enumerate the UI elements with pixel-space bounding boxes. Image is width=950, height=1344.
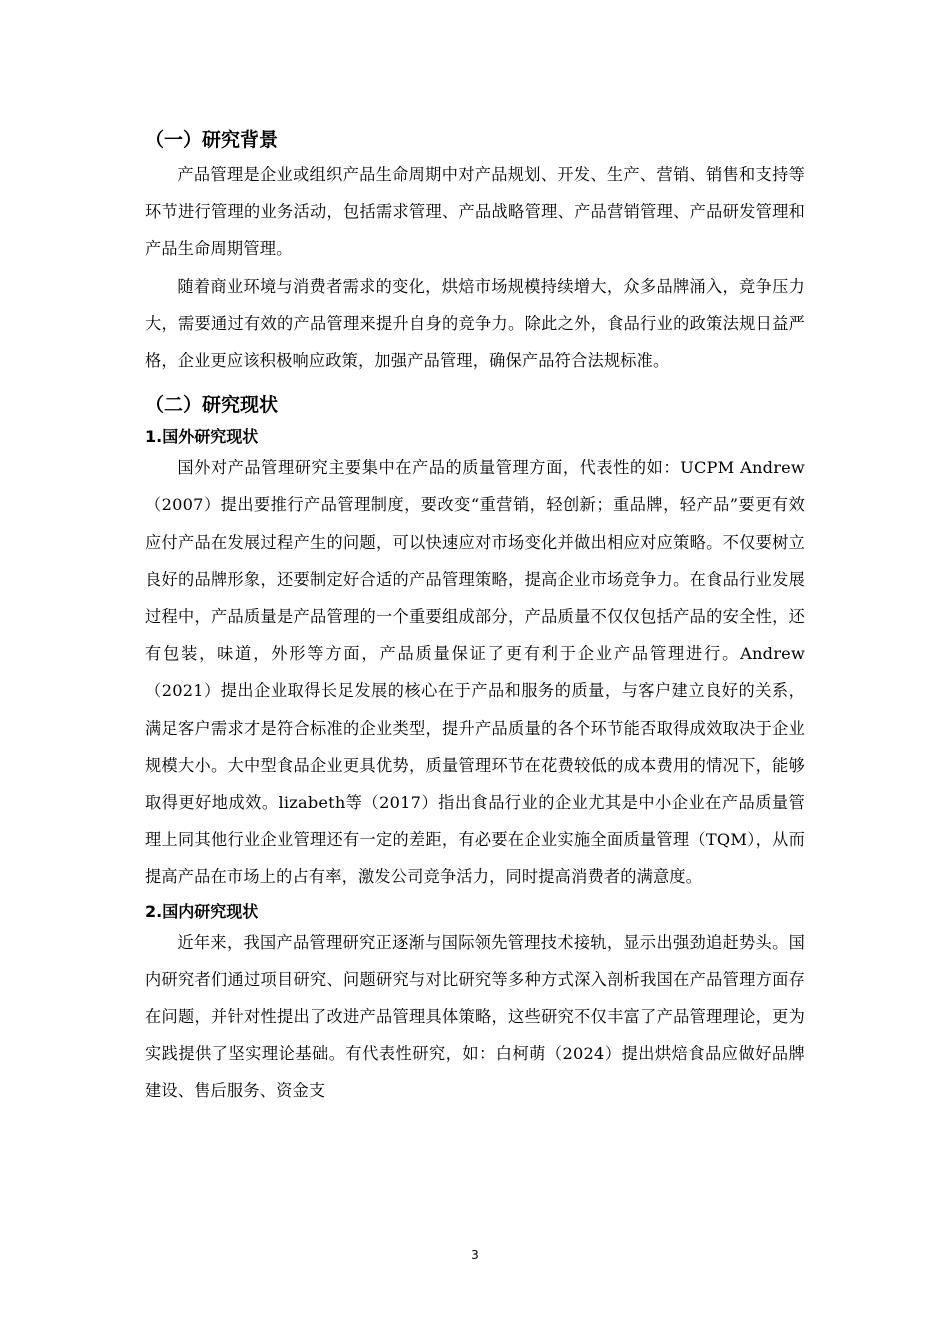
paragraph: 产品管理是企业或组织产品生命周期中对产品规划、开发、生产、营销、销售和支持等环节进行管理的业务活动，包括需求管理、产品战略管理、产品营销管理、产品研发管理和产品生命周期管理。 — [145, 165, 805, 259]
paragraph: 近年来，我国产品管理研究正逐渐与国际领先管理技术接轨，显示出强劲追赶势头。国内研究者们通过项目研究、问题研究与对比研究等多种方式深入剖析我国在产品管理方面存在问题，并针对性提出了改进产品管理具体策略，这些研究不仅丰富了产品管理理论，更为实践提供了坚实理论基础。有代表性研究，如：白柯萌（2024）提出烘焙食品应做好品牌建设、售后服务、资金支 — [145, 932, 805, 1101]
subheading-domestic-status: 2.国内研究现状 — [145, 901, 259, 921]
page-number: 3 — [471, 1248, 479, 1262]
paragraph: 国外对产品管理研究主要集中在产品的质量管理方面，代表性的如：UCPM Andrew（2007）提出要推行产品管理制度，要改变“重营销，轻创新；重品牌，轻产品”要更有效应付产品在发展过程产生的问题，可以快速应对市场变化并做出相应对应策略。不仅要树立良好的品牌形象，还要制定好合适的产品管理策略，提高企业市场竞争力。在食品行业发展过程中，产品质量是产品管理的一个重要组成部分，产品质量不仅仅包括产品的安全性，还有包装，味道，外形等方面，产品质量保证了更有利于企业产品管理进行。Andrew（2021）提出企业取得长足发展的核心在于产品和服务的质量，与客户建立良好的关系，满足客户需求才是符合标准的企业类型，提升产品质量的各个环节能否取得成效取决于企业规模大小。大中型食品企业更具优势，质量管理环节在花费较低的成本费用的情况下，能够取得更好地成效。lizabeth等（2017）指出食品行业的企业尤其是中小企业在产品质量管理上同其他行业企业管理还有一定的差距，有必要在企业实施全面质量管理（TQM），从而提高产品在市场上的占有率，激发公司竞争活力，同时提高消费者的满意度。 — [145, 458, 805, 887]
paragraph: 随着商业环境与消费者需求的变化，烘焙市场规模持续增大，众多品牌涌入，竞争压力大，需要通过有效的产品管理来提升自身的竞争力。除此之外，食品行业的政策法规日益严格，企业更应该积极响应政策，加强产品管理，确保产品符合法规标准。 — [145, 276, 805, 371]
document-page — [145, 124, 805, 1110]
subheading-foreign-status: 1.国外研究现状 — [145, 427, 259, 447]
section-heading-background: （一）研究背景 — [145, 129, 279, 151]
section-heading-status: （二）研究现状 — [145, 394, 279, 417]
